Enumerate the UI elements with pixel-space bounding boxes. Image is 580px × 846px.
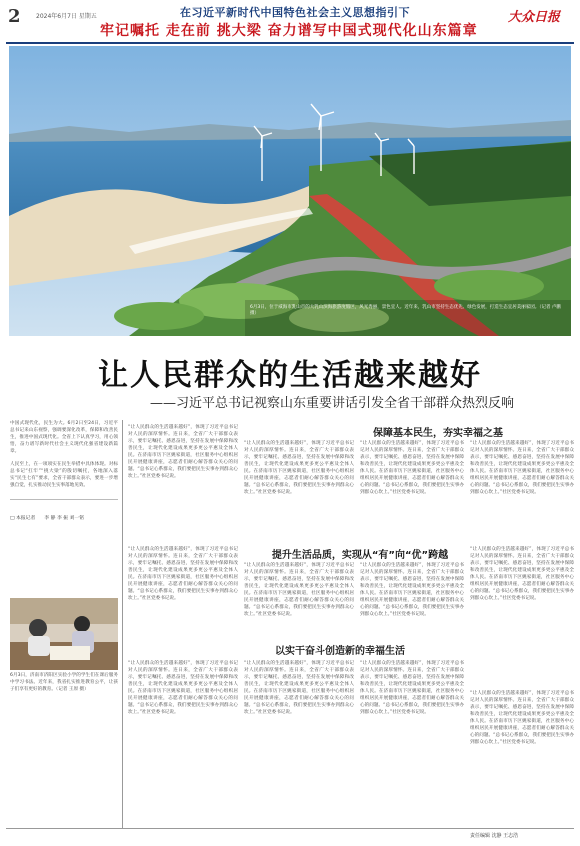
body-column: “让人民群众的生活越来越好”，体现了习近平总书记对人民的深厚情怀。连日来，全省广大干部群众表示，要牢记嘱托、感恩奋进，坚持在发展中保障和改善民生，让现代化建设成果更多更公平惠及全体人民。在济南市历下区姚家街道，社区服务中心组织居民开展健康讲座，志愿者们耐心解答群众关心的问题。“总书记心系群众，我们要把民生实事办到群众心坎上。”社区党委书记说。 bbox=[360, 661, 464, 715]
body-column: “让人民群众的生活越来越好”，体现了习近平总书记对人民的深厚情怀。连日来，全省广大干部群众表示，要牢记嘱托、感恩奋进，坚持在发展中保障和改善民生，让现代化建设成果更多更公平惠及全体人民。在济南市历下区姚家街道，社区服务中心组织居民开展健康讲座，志愿者们耐心解答群众关心的问题。“总书记心系群众，我们要把民生实事办到群众心坎上。”社区党委书记说。 bbox=[128, 425, 238, 479]
photo2-caption: 6月3日，济南市济阳区实验小学的学生们在课后服务中学习书法。近年来，我省扎实推进教育公平，让孩子们享有更好的教育。（记者 王原 摄） bbox=[10, 673, 118, 692]
section-1-title: 保障基本民生，夯实幸福之基 bbox=[373, 428, 503, 439]
sidebar-divider bbox=[122, 420, 123, 828]
body-column: “让人民群众的生活越来越好”，体现了习近平总书记对人民的深厚情怀。连日来，全省广大干部群众表示，要牢记嘱托、感恩奋进，坚持在发展中保障和改善民生，让现代化建设成果更多更公平惠及全体人民。在济南市历下区姚家街道，社区服务中心组织居民开展健康讲座，志愿者们耐心解答群众关心的问题。“总书记心系群众，我们要把民生实事办到群众心坎上。”社区党委书记说。 bbox=[470, 691, 574, 745]
header-banner: 牢记嘱托 走在前 挑大梁 奋力谱写中国式现代化山东篇章 bbox=[100, 23, 478, 39]
page-number: 2 bbox=[8, 6, 21, 27]
body-column: “让人民群众的生活越来越好”，体现了习近平总书记对人民的深厚情怀。连日来，全省广大干部群众表示，要牢记嘱托、感恩奋进，坚持在发展中保障和改善民生，让现代化建设成果更多更公平惠及全体人民。在济南市历下区姚家街道，社区服务中心组织居民开展健康讲座，志愿者们耐心解答群众关心的问题。“总书记心系群众，我们要把民生实事办到群众心坎上。”社区党委书记说。 bbox=[128, 547, 238, 601]
footer-rule bbox=[6, 828, 574, 829]
lead-sidebar bbox=[10, 420, 118, 523]
byline-reporters: 李 静 李 振 刘一铭 bbox=[44, 516, 85, 521]
header-rule bbox=[6, 42, 574, 44]
body-column: “让人民群众的生活越来越好”，体现了习近平总书记对人民的深厚情怀。连日来，全省广大干部群众表示，要牢记嘱托、感恩奋进，坚持在发展中保障和改善民生，让现代化建设成果更多更公平惠及全体人民。在济南市历下区姚家街道，社区服务中心组织居民开展健康讲座，志愿者们耐心解答群众关心的问题。“总书记心系群众，我们要把民生实事办到群众心坎上。”社区党委书记说。 bbox=[470, 547, 574, 601]
newspaper-logo: 大众日报 bbox=[508, 10, 561, 25]
body-column: “让人民群众的生活越来越好”，体现了习近平总书记对人民的深厚情怀。连日来，全省广大干部群众表示，要牢记嘱托、感恩奋进，坚持在发展中保障和改善民生，让现代化建设成果更多更公平惠及全体人民。在济南市历下区姚家街道，社区服务中心组织居民开展健康讲座，志愿者们耐心解答群众关心的问题。“总书记心系群众，我们要把民生实事办到群众心坎上。”社区党委书记说。 bbox=[360, 563, 464, 617]
byline bbox=[10, 499, 118, 523]
byline-label: □ 本报记者 bbox=[10, 516, 36, 521]
article-subtitle: ——习近平总书记视察山东重要讲话引发全省干部群众热烈反响 bbox=[150, 396, 515, 411]
body-column: “让人民群众的生活越来越好”，体现了习近平总书记对人民的深厚情怀。连日来，全省广大干部群众表示，要牢记嘱托、感恩奋进，坚持在发展中保障和改善民生，让现代化建设成果更多更公平惠及全体人民。在济南市历下区姚家街道，社区服务中心组织居民开展健康讲座，志愿者们耐心解答群众关心的问题。“总书记心系群众，我们要把民生实事办到群众心坎上。”社区党委书记说。 bbox=[470, 441, 574, 495]
body-column: “让人民群众的生活越来越好”，体现了习近平总书记对人民的深厚情怀。连日来，全省广大干部群众表示，要牢记嘱托、感恩奋进，坚持在发展中保障和改善民生，让现代化建设成果更多更公平惠及全体人民。在济南市历下区姚家街道，社区服务中心组织居民开展健康讲座，志愿者们耐心解答群众关心的问题。“总书记心系群众，我们要把民生实事办到群众心坎上。”社区党委书记说。 bbox=[128, 661, 238, 715]
body-column: “让人民群众的生活越来越好”，体现了习近平总书记对人民的深厚情怀。连日来，全省广大干部群众表示，要牢记嘱托、感恩奋进，坚持在发展中保障和改善民生，让现代化建设成果更多更公平惠及全体人民。在济南市历下区姚家街道，社区服务中心组织居民开展健康讲座，志愿者们耐心解答群众关心的问题。“总书记心系群众，我们要把民生实事办到群众心坎上。”社区党委书记说。 bbox=[244, 441, 354, 495]
body-column: “让人民群众的生活越来越好”，体现了习近平总书记对人民的深厚情怀。连日来，全省广大干部群众表示，要牢记嘱托、感恩奋进，坚持在发展中保障和改善民生，让现代化建设成果更多更公平惠及全体人民。在济南市历下区姚家街道，社区服务中心组织居民开展健康讲座，志愿者们耐心解答群众关心的问题。“总书记心系群众，我们要把民生实事办到群众心坎上。”社区党委书记说。 bbox=[244, 563, 354, 617]
body-column: “让人民群众的生活越来越好”，体现了习近平总书记对人民的深厚情怀。连日来，全省广大干部群众表示，要牢记嘱托、感恩奋进，坚持在发展中保障和改善民生，让现代化建设成果更多更公平惠及全体人民。在济南市历下区姚家街道，社区服务中心组织居民开展健康讲座，志愿者们耐心解答群众关心的问题。“总书记心系群众，我们要把民生实事办到群众心坎上。”社区党委书记说。 bbox=[360, 441, 464, 495]
publication-date: 2024年6月7日 星期五 bbox=[36, 13, 97, 20]
section-3-title: 以实干奋斗创造新的幸福生活 bbox=[275, 646, 405, 657]
article-title: 让人民群众的生活越来越好 bbox=[98, 358, 482, 393]
photo-caption: 6月3日，位于威海市乳山市的大乳山滨海旅游度假区，风光秀丽，景色宜人。近年来，乳山市坚持生态优先、绿色发展，打造生态宜居美丽家园。（记者 卢鹏 摄） bbox=[250, 305, 561, 316]
section-2-title: 提升生活品质，实现从“有”向“优”跨越 bbox=[271, 550, 449, 561]
header-kicker: 在习近平新时代中国特色社会主义思想指引下 bbox=[180, 6, 410, 19]
lead-paragraph: 中国式现代化，民生为大。6月2日至24日，习近平总书记来山东视察，强调要深化改革，保障和改善民生，推进中国式现代化。全省上下认真学习，用心领悟，奋力谱写新时代社会主义现代化强省建设新篇章。 bbox=[10, 421, 118, 454]
lead-paragraph-2: 人民至上，在一项项实在民生举措中具体体现。对标总书记“扛牢”“挑大梁”的殷切嘱托，各地深入落实“民生七有”要求，全省干部群众表示，要进一步增强自觉，扎实推动民生实事落地见效。 bbox=[10, 462, 118, 488]
calligraphy-photo bbox=[10, 598, 118, 670]
coastal-photo bbox=[9, 46, 571, 336]
body-column: “让人民群众的生活越来越好”，体现了习近平总书记对人民的深厚情怀。连日来，全省广大干部群众表示，要牢记嘱托、感恩奋进，坚持在发展中保障和改善民生，让现代化建设成果更多更公平惠及全体人民。在济南市历下区姚家街道，社区服务中心组织居民开展健康讲座，志愿者们耐心解答群众关心的问题。“总书记心系群众，我们要把民生实事办到群众心坎上。”社区党委书记说。 bbox=[244, 661, 354, 715]
editor-credit: 责任编辑 沈静 王志浩 bbox=[470, 833, 519, 839]
